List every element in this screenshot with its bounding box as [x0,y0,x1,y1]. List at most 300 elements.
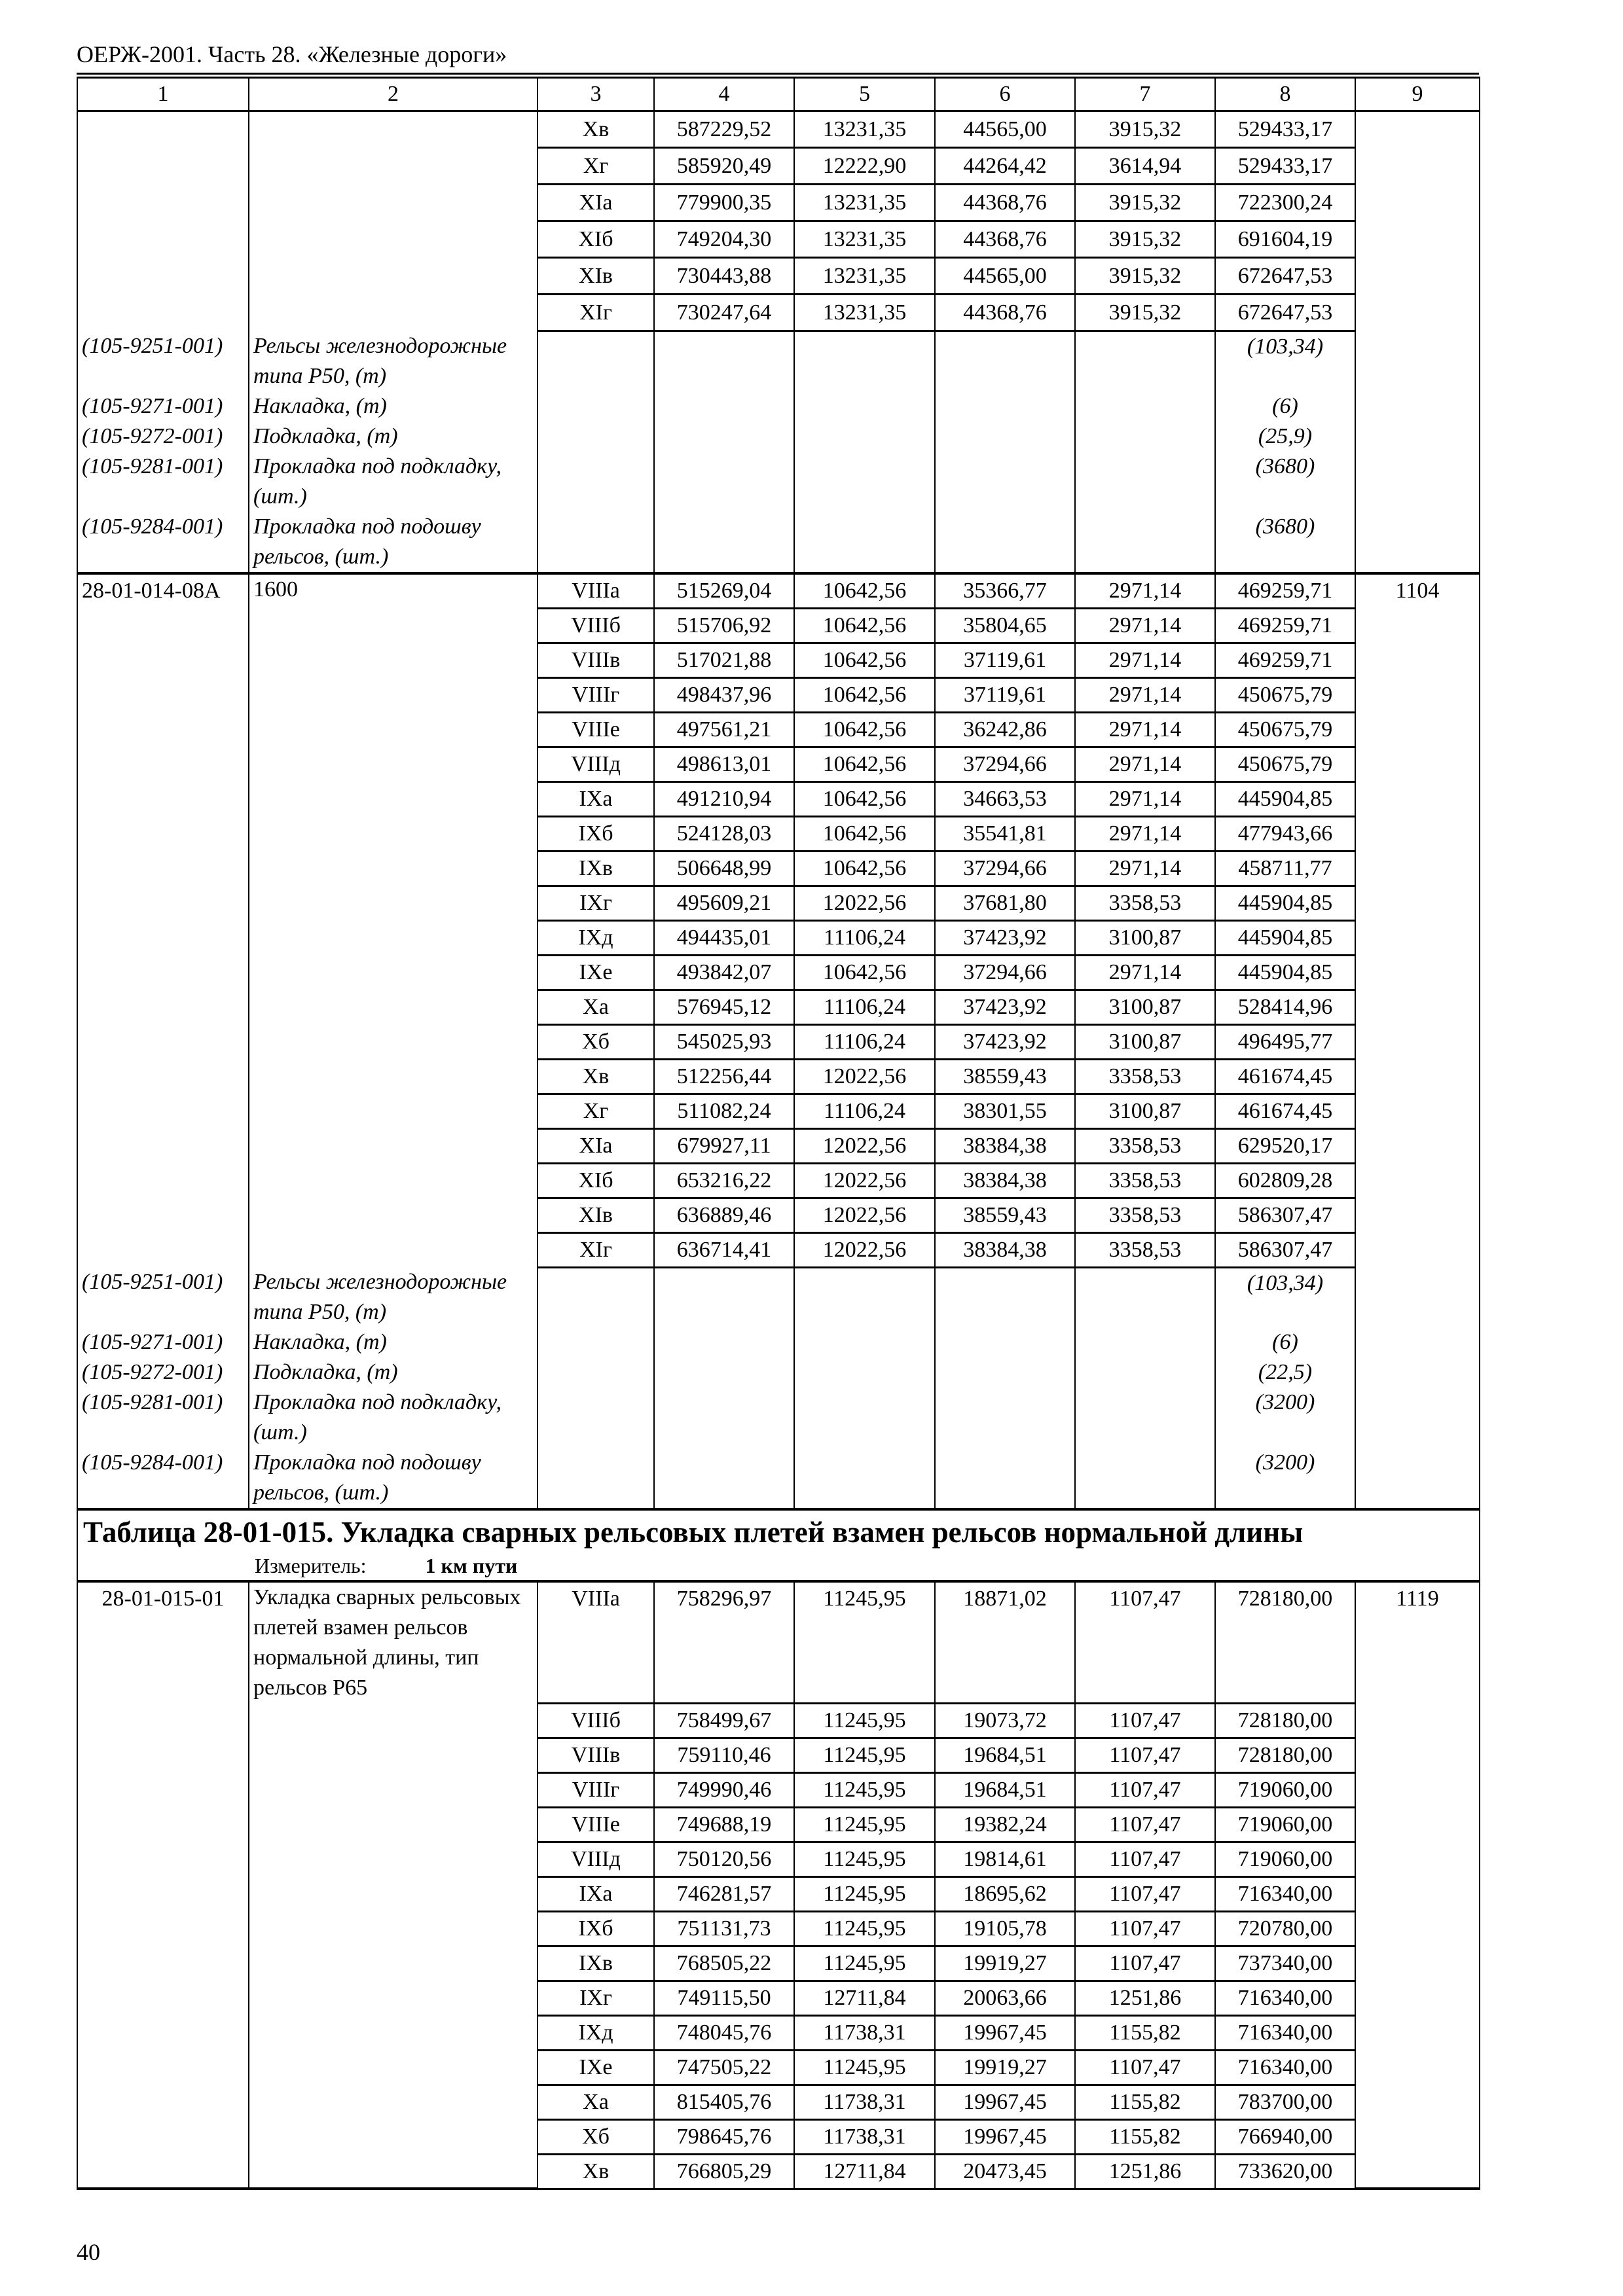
empty-cell [1355,2085,1480,2119]
cell-machine-cost: 18695,62 [935,1876,1075,1911]
cell-total-cost: 524128,03 [654,816,794,851]
cell-labor-cost: 11738,31 [794,2085,935,2119]
empty-cell [77,1772,249,1807]
empty-cell [1075,1267,1215,1327]
empty-cell [77,1198,249,1232]
cell-zone-class: Ха [538,2085,654,2119]
empty-cell [935,1388,1075,1448]
empty-cell [77,990,249,1024]
cell-total-cost: 815405,76 [654,2085,794,2119]
cell-zone-class: VIIIв [538,643,654,677]
cell-zone-class: ХIв [538,1198,654,1232]
table-row [77,816,1480,851]
table-row [77,221,1480,258]
cell-labor-cost: 12022,56 [794,1128,935,1163]
cell-labor-cost: 12022,56 [794,1232,935,1267]
cell-total-cost: 751131,73 [654,1911,794,1946]
cell-machine-cost: 44565,00 [935,258,1075,295]
cell-zone-class: IХа [538,781,654,816]
cell-machine-cost: 44368,76 [935,221,1075,258]
cell-machine-cost: 19967,45 [935,2015,1075,2050]
cell-total-cost: 750120,56 [654,1842,794,1876]
cell-operator-wages: 2971,14 [1075,747,1215,781]
cell-labor-cost: 12711,84 [794,2154,935,2189]
empty-cell [1355,712,1480,747]
resource-row [77,1388,1480,1448]
empty-cell [77,1128,249,1163]
cell-labor-cost: 12022,56 [794,1163,935,1198]
empty-cell [1355,1059,1480,1094]
empty-cell [249,1876,538,1911]
rate-code [77,111,249,148]
cell-materials-cost: 528414,96 [1215,990,1355,1024]
table-row [77,2119,1480,2154]
empty-cell [77,2015,249,2050]
cell-operator-wages: 3100,87 [1075,1094,1215,1128]
cell-total-cost: 576945,12 [654,990,794,1024]
cell-machine-cost: 19684,51 [935,1772,1075,1807]
resource-row [77,452,1480,512]
empty-cell [935,1357,1075,1388]
cell-operator-wages: 2971,14 [1075,677,1215,712]
table-row [77,1059,1480,1094]
empty-cell [249,990,538,1024]
empty-cell [77,1094,249,1128]
cell-operator-wages: 1155,82 [1075,2085,1215,2119]
empty-cell [249,608,538,643]
empty-cell [794,1448,935,1509]
cell-labor-cost: 12022,56 [794,1059,935,1094]
column-number-row [77,78,1480,111]
empty-cell [1075,512,1215,573]
empty-cell [538,1448,654,1509]
cell-total-cost: 758296,97 [654,1581,794,1703]
cell-labor-cost: 13231,35 [794,295,935,331]
cell-materials-cost: 728180,00 [1215,1703,1355,1738]
cell-machine-cost: 38559,43 [935,1059,1075,1094]
table-row [77,573,1480,609]
empty-cell [654,1327,794,1357]
empty-cell [1355,221,1480,258]
empty-cell [77,2050,249,2085]
empty-cell [249,1232,538,1267]
cell-total-cost: 545025,93 [654,1024,794,1059]
cell-zone-class: VIIIе [538,1807,654,1842]
cell-machine-cost: 19073,72 [935,1703,1075,1738]
empty-cell [249,1772,538,1807]
rate-code: 28-01-014-08А [77,573,249,609]
empty-cell [77,1703,249,1738]
cell-machine-cost: 20473,45 [935,2154,1075,2189]
cell-materials-cost: 458711,77 [1215,851,1355,886]
cell-zone-class: IХб [538,816,654,851]
empty-cell [249,1946,538,1981]
cell-machine-cost: 44368,76 [935,295,1075,331]
empty-cell [1355,1357,1480,1388]
resource-code: (105-9284-001) [77,512,249,573]
empty-cell [249,851,538,886]
cell-materials-cost: 733620,00 [1215,2154,1355,2189]
cell-materials-cost: 445904,85 [1215,920,1355,955]
cell-materials-cost: 450675,79 [1215,712,1355,747]
empty-cell [1355,1703,1480,1738]
cell-labor-cost: 11245,95 [794,1876,935,1911]
cell-materials-cost: 766940,00 [1215,2119,1355,2154]
cell-operator-wages: 2971,14 [1075,573,1215,609]
cell-total-cost: 495609,21 [654,886,794,920]
empty-cell [1355,955,1480,990]
table-row [77,1807,1480,1842]
cell-materials-cost: 728180,00 [1215,1581,1355,1703]
cell-zone-class: IХд [538,2015,654,2050]
resource-code: (105-9281-001) [77,452,249,512]
cell-operator-wages: 2971,14 [1075,608,1215,643]
resource-name: Прокладка под подошву рельсов, (шт.) [249,1448,538,1509]
empty-cell [1075,391,1215,422]
empty-cell [1355,1842,1480,1876]
cell-machine-cost: 19684,51 [935,1738,1075,1772]
cell-zone-class: VIIIд [538,747,654,781]
cell-total-cost: 759110,46 [654,1738,794,1772]
empty-cell [249,221,538,258]
resource-row [77,331,1480,391]
cell-total-cost: 494435,01 [654,920,794,955]
cell-machine-cost: 38301,55 [935,1094,1075,1128]
empty-cell [794,512,935,573]
cell-total-cost: 515269,04 [654,573,794,609]
empty-cell [249,955,538,990]
cell-labor-cost: 11738,31 [794,2119,935,2154]
empty-cell [249,1198,538,1232]
empty-cell [1355,295,1480,331]
empty-cell [1355,886,1480,920]
empty-cell [77,608,249,643]
cell-machine-cost: 19919,27 [935,1946,1075,1981]
cell-labor-cost: 13231,35 [794,221,935,258]
empty-cell [1075,331,1215,391]
empty-cell [77,747,249,781]
column-number: 7 [1075,78,1215,111]
cell-labor-cost: 13231,35 [794,258,935,295]
empty-cell [1355,677,1480,712]
cell-zone-class: IХв [538,851,654,886]
empty-cell [77,955,249,990]
cell-total-cost: 636714,41 [654,1232,794,1267]
cell-machine-cost: 44368,76 [935,185,1075,221]
table-row [77,747,1480,781]
empty-cell [654,391,794,422]
cell-total-cost: 798645,76 [654,2119,794,2154]
empty-cell [249,258,538,295]
cell-labor-cost: 10642,56 [794,851,935,886]
empty-cell [77,1738,249,1772]
cell-zone-class: IХд [538,920,654,955]
cell-materials-cost: 722300,24 [1215,185,1355,221]
cell-total-cost: 515706,92 [654,608,794,643]
empty-cell [654,452,794,512]
cell-zone-class: Хг [538,148,654,185]
cell-materials-cost: 469259,71 [1215,573,1355,609]
cell-labor-cost: 10642,56 [794,955,935,990]
empty-cell [77,2119,249,2154]
empty-cell [1355,391,1480,422]
column-number: 3 [538,78,654,111]
empty-cell [538,422,654,452]
table-row [77,1703,1480,1738]
resource-name: Прокладка под подкладку, (шт.) [249,1388,538,1448]
cell-materials-cost: 461674,45 [1215,1094,1355,1128]
cell-materials-cost: 445904,85 [1215,955,1355,990]
empty-cell [1355,1163,1480,1198]
cell-labor-cost: 11245,95 [794,1911,935,1946]
resource-name: Рельсы железнодорожные типа Р50, (т) [249,331,538,391]
column-number: 4 [654,78,794,111]
table-row [77,1772,1480,1807]
cell-machine-cost: 19967,45 [935,2085,1075,2119]
empty-cell [1355,2154,1480,2189]
cell-operator-wages: 1107,47 [1075,1738,1215,1772]
cell-zone-class: Хв [538,2154,654,2189]
empty-cell [538,512,654,573]
labor-hours: 1119 [1355,1581,1480,1703]
cell-machine-cost: 38559,43 [935,1198,1075,1232]
resource-quantity: (3200) [1215,1448,1355,1509]
header-rule [77,73,1479,75]
empty-cell [1355,920,1480,955]
cell-labor-cost: 10642,56 [794,712,935,747]
cell-machine-cost: 44565,00 [935,111,1075,148]
cell-materials-cost: 450675,79 [1215,747,1355,781]
cell-zone-class: VIIIе [538,712,654,747]
table-row [77,886,1480,920]
cell-zone-class: Хб [538,2119,654,2154]
cell-zone-class: ХIб [538,221,654,258]
cell-zone-class: Ха [538,990,654,1024]
empty-cell [1355,1094,1480,1128]
column-number: 6 [935,78,1075,111]
empty-cell [1075,1448,1215,1509]
cell-labor-cost: 11245,95 [794,1807,935,1842]
cell-labor-cost: 10642,56 [794,816,935,851]
empty-cell [654,1448,794,1509]
cell-labor-cost: 10642,56 [794,608,935,643]
cell-total-cost: 498613,01 [654,747,794,781]
table-row [77,1024,1480,1059]
empty-cell [249,1842,538,1876]
cell-zone-class: ХIг [538,295,654,331]
table-title-row [77,1509,1480,1581]
cell-materials-cost: 719060,00 [1215,1807,1355,1842]
cell-operator-wages: 1107,47 [1075,2050,1215,2085]
table-row [77,920,1480,955]
table-row [77,295,1480,331]
empty-cell [1075,422,1215,452]
cell-machine-cost: 18871,02 [935,1581,1075,1703]
empty-cell [1355,816,1480,851]
empty-cell [249,677,538,712]
cell-operator-wages: 1107,47 [1075,1772,1215,1807]
empty-cell [77,1842,249,1876]
empty-cell [77,258,249,295]
rate-name [249,111,538,148]
cell-operator-wages: 3100,87 [1075,920,1215,955]
cell-total-cost: 749204,30 [654,221,794,258]
table-row [77,1946,1480,1981]
resource-code: (105-9284-001) [77,1448,249,1509]
table-row [77,2085,1480,2119]
cell-machine-cost: 37119,61 [935,677,1075,712]
empty-cell [249,185,538,221]
cell-total-cost: 748045,76 [654,2015,794,2050]
cell-operator-wages: 2971,14 [1075,851,1215,886]
resource-row [77,512,1480,573]
empty-cell [1355,1448,1480,1509]
empty-cell [654,1388,794,1448]
empty-cell [1355,452,1480,512]
cell-operator-wages: 3915,32 [1075,258,1215,295]
cell-labor-cost: 10642,56 [794,747,935,781]
table-row [77,1128,1480,1163]
cell-total-cost: 730443,88 [654,258,794,295]
table-row [77,851,1480,886]
cell-labor-cost: 11245,95 [794,1946,935,1981]
empty-cell [538,391,654,422]
cell-total-cost: 653216,22 [654,1163,794,1198]
cell-operator-wages: 1107,47 [1075,1807,1215,1842]
empty-cell [77,1807,249,1842]
empty-cell [1355,990,1480,1024]
cell-total-cost: 779900,35 [654,185,794,221]
empty-cell [935,1267,1075,1327]
empty-cell [77,851,249,886]
cell-materials-cost: 672647,53 [1215,258,1355,295]
empty-cell [249,2015,538,2050]
cell-labor-cost: 11106,24 [794,1024,935,1059]
table-row [77,2015,1480,2050]
column-number: 9 [1355,78,1480,111]
cell-machine-cost: 38384,38 [935,1128,1075,1163]
empty-cell [1355,185,1480,221]
empty-cell [538,1267,654,1327]
cell-operator-wages: 3358,53 [1075,1128,1215,1163]
empty-cell [1075,452,1215,512]
empty-cell [77,1946,249,1981]
empty-cell [1355,643,1480,677]
empty-cell [77,816,249,851]
empty-cell [794,391,935,422]
cell-total-cost: 768505,22 [654,1946,794,1981]
cell-machine-cost: 35366,77 [935,573,1075,609]
cell-materials-cost: 461674,45 [1215,1059,1355,1094]
table-title-cell [77,1509,1480,1581]
empty-cell [935,331,1075,391]
cell-labor-cost: 11245,95 [794,1842,935,1876]
empty-cell [1355,1738,1480,1772]
cell-total-cost: 636889,46 [654,1198,794,1232]
table-row [77,1981,1480,2015]
resource-quantity: (6) [1215,1327,1355,1357]
cell-total-cost: 517021,88 [654,643,794,677]
table-row [77,781,1480,816]
cell-machine-cost: 19105,78 [935,1911,1075,1946]
cell-machine-cost: 37119,61 [935,643,1075,677]
empty-cell [249,1024,538,1059]
empty-cell [249,1807,538,1842]
empty-cell [794,1267,935,1327]
empty-cell [77,1876,249,1911]
table-row [77,185,1480,221]
cell-machine-cost: 37294,66 [935,851,1075,886]
cell-labor-cost: 12711,84 [794,1981,935,2015]
cell-machine-cost: 37423,92 [935,920,1075,955]
column-number: 5 [794,78,935,111]
column-number: 2 [249,78,538,111]
rate-name: Укладка сварных рельсовых плетей взамен рельсов нормальной длины, тип рельсов Р65 [249,1581,538,1703]
resource-quantity: (3200) [1215,1388,1355,1448]
empty-cell [794,422,935,452]
empty-cell [1355,781,1480,816]
empty-cell [77,1232,249,1267]
labor-hours: 1104 [1355,573,1480,609]
empty-cell [538,1357,654,1388]
empty-cell [794,1388,935,1448]
cell-machine-cost: 19967,45 [935,2119,1075,2154]
empty-cell [1355,608,1480,643]
table-row [77,2154,1480,2189]
cell-materials-cost: 719060,00 [1215,1842,1355,1876]
empty-cell [249,712,538,747]
cell-total-cost: 512256,44 [654,1059,794,1094]
empty-cell [249,643,538,677]
empty-cell [1075,1327,1215,1357]
cell-operator-wages: 3358,53 [1075,886,1215,920]
cell-materials-cost: 716340,00 [1215,2015,1355,2050]
resource-quantity: (103,34) [1215,1267,1355,1327]
cell-materials-cost: 496495,77 [1215,1024,1355,1059]
empty-cell [77,1163,249,1198]
cell-operator-wages: 3358,53 [1075,1198,1215,1232]
empty-cell [77,712,249,747]
resource-quantity: (25,9) [1215,422,1355,452]
resource-code: (105-9281-001) [77,1388,249,1448]
empty-cell [1355,1388,1480,1448]
cell-labor-cost: 13231,35 [794,185,935,221]
empty-cell [654,1357,794,1388]
cell-machine-cost: 19814,61 [935,1842,1075,1876]
empty-cell [77,148,249,185]
cell-labor-cost: 12022,56 [794,886,935,920]
empty-cell [77,677,249,712]
empty-cell [249,2050,538,2085]
cell-zone-class: VIIIг [538,677,654,712]
empty-cell [1355,2015,1480,2050]
cell-materials-cost: 672647,53 [1215,295,1355,331]
empty-cell [935,1327,1075,1357]
empty-cell [249,1128,538,1163]
cell-zone-class: IХг [538,886,654,920]
cell-machine-cost: 35804,65 [935,608,1075,643]
table-row [77,1163,1480,1198]
cell-zone-class: ХIа [538,1128,654,1163]
cell-labor-cost: 10642,56 [794,781,935,816]
cell-labor-cost: 11106,24 [794,990,935,1024]
cell-materials-cost: 716340,00 [1215,1876,1355,1911]
resource-name: Подкладка, (т) [249,422,538,452]
empty-cell [794,452,935,512]
table-row [77,990,1480,1024]
cell-zone-class: Хг [538,1094,654,1128]
cell-total-cost: 679927,11 [654,1128,794,1163]
